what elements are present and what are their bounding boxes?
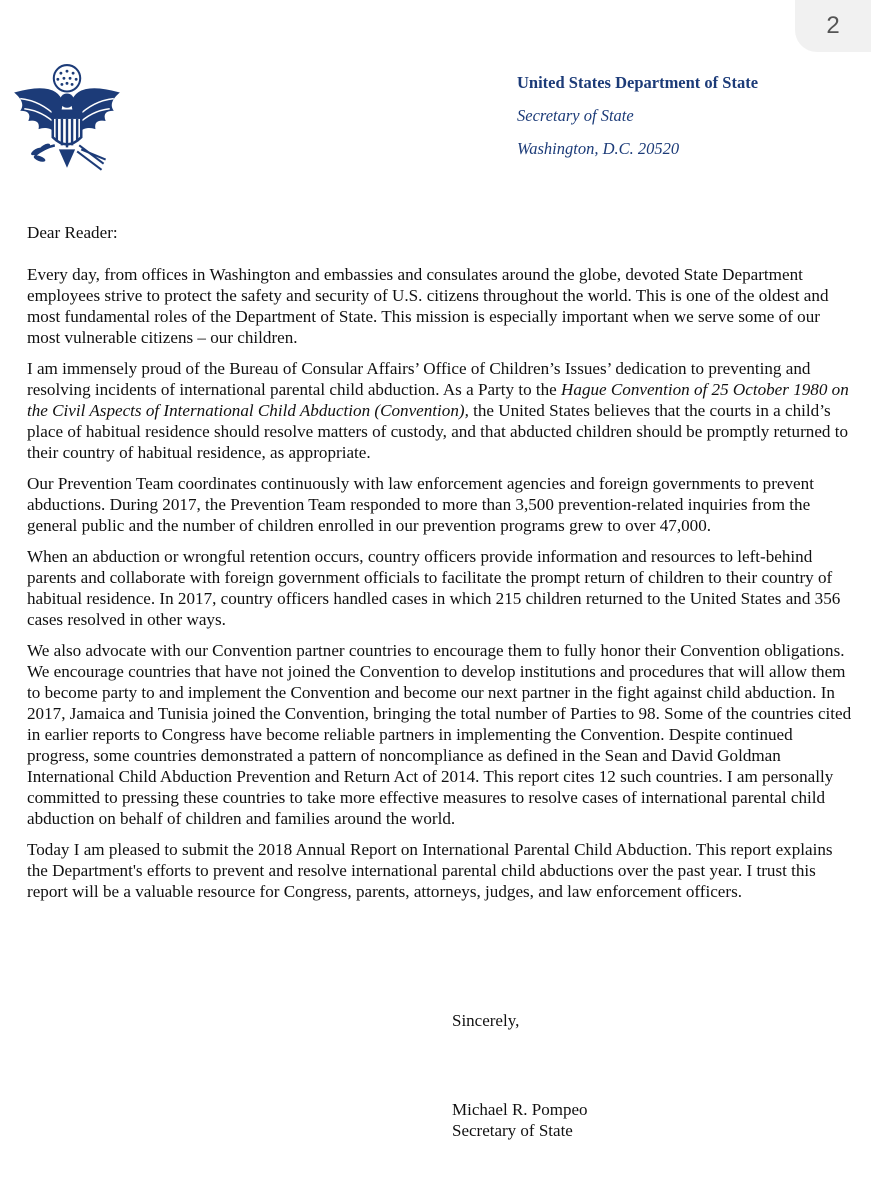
page-number-badge: 2 — [795, 0, 871, 52]
office-name: Secretary of State — [517, 106, 634, 125]
department-name: United States Department of State — [517, 73, 759, 92]
paragraph-5: We also advocate with our Convention partner countries to encourage them to fully honor their Convention obligations. We encourage countries that have not joined the Convention to develop institutions and procedures that will allow them to become party to and implement the Convention and become our next partner in the fight against child abduction. In 2017, Jamaica and Tunisia joined the Convention, bringing the total number of Parties to 98. Some of the countries cited in earlier reports to Congress have become reliable partners in implementing the Convention. Despite continued progress, some countries demonstrated a pattern of noncompliance as defined in the Sean and David Goldman International Child Abduction Prevention and Return Act of 2014. This report cites 12 such countries. I am personally committed to pressing these countries to take more effective measures to resolve cases of international parental child abduction on behalf of children and families around the world. — [27, 641, 852, 828]
signature-block — [452, 1099, 588, 1141]
paragraph-4: When an abduction or wrongful retention occurs, country officers provide information and resources to left-behind parents and collaborate with foreign government officials to facilitate the prompt return of children to their country of habitual residence. In 2017, country officers handled cases in which 215 children returned to the United States and 356 cases resolved in other ways. — [27, 547, 841, 629]
closing: Sincerely, — [452, 1011, 520, 1030]
paragraph-2-text-before: I am immensely proud of the Bureau of Consular Affairs’ Office of Children’s Issues’ dedication to preventing and resolving incidents of international parental child abduction. As a Party to the — [27, 359, 811, 399]
paragraph-6: Today I am pleased to submit the 2018 Annual Report on International Parental Child Abduction. This report explains the Department's efforts to prevent and resolve international parental child abductions over the past year. I trust this report will be a valuable resource for Congress, parents, attorneys, judges, and law enforcement officers. — [27, 840, 833, 901]
letter-body — [27, 222, 852, 912]
convention-title: Hague Convention of 25 October 1980 on the Civil Aspects of International Child Abduction (Convention), — [27, 380, 849, 420]
paragraph-2 — [27, 358, 852, 463]
paragraph-2-text-after: the United States believes that the courts in a child’s place of habitual residence should resolve matters of custody, and that abducted children should be promptly returned to their country of habitual residence, as appropriate. — [27, 401, 849, 462]
paragraph-3: Our Prevention Team coordinates continuously with law enforcement agencies and foreign governments to prevent abductions. During 2017, the Prevention Team responded to more than 3,500 prevention-related inquiries from the general public and the number of children enrolled in our prevention programs grew to over 47,000. — [27, 474, 814, 535]
great-seal-eagle-icon — [6, 62, 128, 184]
signatory-title: Secretary of State — [452, 1121, 573, 1140]
letterhead — [517, 66, 758, 165]
salutation: Dear Reader: — [27, 223, 118, 242]
office-address: Washington, D.C. 20520 — [517, 139, 680, 158]
paragraph-1: Every day, from offices in Washington and embassies and consulates around the globe, devoted State Department employees strive to protect the safety and security of U.S. citizens throughout the world. This is one of the oldest and most fundamental roles of the Department of State. This mission is especially important when we serve some of our most vulnerable citizens – our children. — [27, 265, 829, 347]
signatory-name: Michael R. Pompeo — [452, 1100, 588, 1119]
